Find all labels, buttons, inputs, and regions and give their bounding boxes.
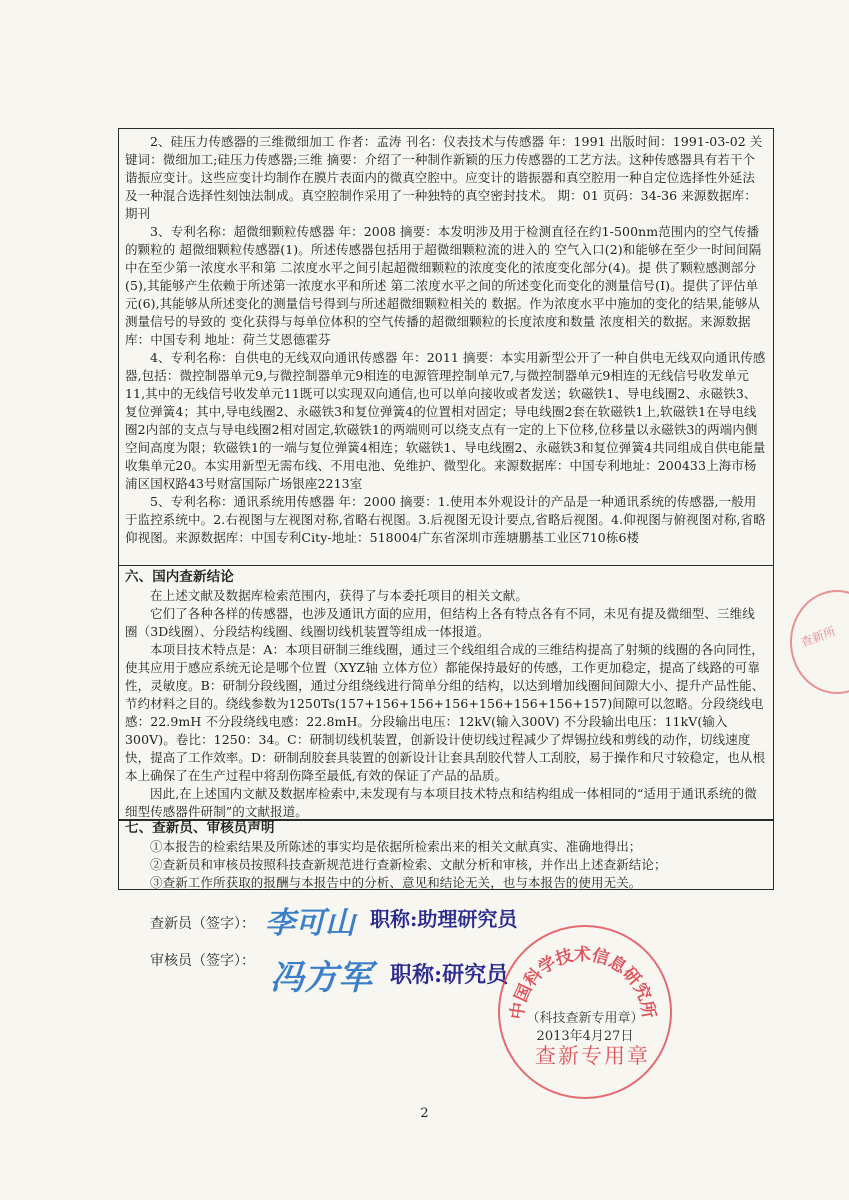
literature-item-4: 4、专利名称：自供电的无线双向通讯传感器 年：2011 摘要：本实用新型公开了一种自供电无线双向通讯传感器,包括：微控制器单元9,与微控制器单元9相连的电源管理控制单元7,与微控制器单元9相连的无线信号收发单元11,其中的无线信号收发单元11既可以实现双向通信,也可以单向接收或者发送；软磁铁1、导电线圈2、永磁铁3、复位弹簧4；其中,导电线圈2、永磁铁3和复位弹簧4的位置相对固定；导电线圈2套在软磁铁1上,软磁铁1在导电线圈2内部的支点与导电线圈2相对固定,软磁铁1的两端则可以绕支点有一定的上下位移,位移量以永磁铁3的两端内侧空间高度为限；软磁铁1的一端与复位弹簧4相连；软磁铁1、导电线圈2、永磁铁3和复位弹簧4共同组成自供电能量收集单元20。本实用新型无需布线、不用电池、免维护、微型化。来源数据库：中国专利地址：200433上海市杨浦区国权路43号财富国际广场银座2213室 (125, 350, 766, 491)
declaration-item-2: ②查新员和审核员按照科技查新规范进行查新检索、文献分析和审核，并作出上述查新结论； (150, 857, 667, 872)
literature-item-5: 5、专利名称：通讯系统用传感器 年：2000 摘要：1.使用本外观设计的产品是一种通讯系统的传感器,一般用于监控系统中。2.右视图与左视图对称,省略右视图。3.后视图无设计要点,省略后视图。4.仰视图与俯视图对称,省略仰视图。来源数据库：中国专利City-地址：518004广东省深圳市莲塘鹏基工业区710栋6楼 (125, 494, 766, 545)
declaration-item-1: ①本报告的检索结果及所陈述的事实均是依据所检索出来的相关文献真实、准确地得出； (150, 839, 642, 854)
stamp-line1: （科技查新专用章） (526, 1011, 644, 1026)
declaration-box (118, 820, 774, 890)
reviewer-signature: 冯方军 (270, 958, 372, 998)
reviewer-title: 职称:研究员 (390, 962, 509, 988)
conclusion-para-3: 本项目技术特点是：A：本项目研制三维线圈，通过三个线组组合成的三维结构提高了射频的线圈的各向同性，使其应用于感应系统无论是哪个位置（XYZ轴 立体方位）都能保持最好的传感，工作更加稳定，提高了线路的可靠性，灵敏度。B：研制分段线圈，通过分组绕线进行简单分组的结构，以达到增加线圈间间隙大小、提升产品性能、节约材料之目的。绕线参数为1250Ts(157+156+156+156+156+156+156+157)间隙可以忽略。分段绕线电感：22.9mH 不分段绕线电感：22.8mH。分段输出电压：12kV(输入300V) 不分段输出电压：11kV(输入300V)。卷比：1250：34。C：研制切线机装置，创新设计使切线过程减少了焊锡拉线和剪线的动作，切线速度快，提高了工作效率。D：研制刮胶套具装置的创新设计让套具刮胶代替人工刮胶，易于操作和尺寸较稳定，也从根本上确保了在生产过程中将刮伤降至最低,有效的保证了产品的品质。 (125, 642, 766, 783)
searcher-label: 查新员（签字）： (150, 916, 255, 932)
conclusion-para-1: 在上述文献及数据库检索范围内，获得了与本委托项目的相关文献。 (150, 588, 529, 603)
section-declaration (125, 818, 767, 892)
stamp-date: 2013年4月27日 (536, 1029, 634, 1044)
declaration-item-3: ③查新工作所获取的报酬与本报告中的分析、意见和结论无关，也与本报告的使用无关。 (150, 875, 642, 890)
conclusion-para-4: 因此,在上述国内文献及数据库检索中,未发现有与本项目技术特点和结构组成一体相同的“适用于通讯系统的微细型传感器件研制”的文献报道。 (125, 786, 757, 819)
reviewer-label: 审核员（签字）： (150, 953, 255, 969)
seal-arc-label: 中国科学技术信息研究所 (507, 944, 659, 1021)
divider-1 (119, 565, 773, 566)
page-number: 2 (420, 1106, 429, 1121)
literature-list (125, 133, 767, 547)
section-6-heading: 六、国内查新结论 (125, 569, 234, 585)
searcher-title: 职称:助理研究员 (370, 907, 518, 931)
seal-bottom-text: 查新专用章 (535, 1044, 650, 1068)
literature-item-2: 2、硅压力传感器的三维微细加工 作者：孟涛 刊名：仪表技术与传感器 年：1991 出版时间：1991-03-02 关键词：微细加工;硅压力传感器;三维 摘要：介绍了一种制作新颖的压力传感器的工艺方法。这种传感器具有若干个谐振应变计。这些应变计均制作在膜片表面内的微真空腔中。应变计的谐振器和真空腔用一种自定位选择性外延法及一种混合选择性刻蚀法制成。真空腔制作采用了一种独特的真空密封技术。 期：01 页码：34-36 来源数据库：期刊 (125, 134, 763, 221)
section-7-heading: 七、查新员、审核员声明 (125, 820, 275, 836)
conclusion-para-2: 它们了各种各样的传感器，也涉及通讯方面的应用，但结构上各有特点各有不同，未见有提及微细型、三维线圈（3D线圈）、分段结构线圈、线圈切线机装置等组成一体报道。 (125, 606, 755, 639)
literature-item-3: 3、专利名称：超微细颗粒传感器 年：2008 摘要：本发明涉及用于检测直径在约1-500nm范围内的空气传播的颗粒的 超微细颗粒传感器(1)。所述传感器包括用于超微细颗粒流的进入的 空气入口(2)和能够在至少一时间间隔中在至少第一浓度水平和第 二浓度水平之间引起超微细颗粒的浓度变化的浓度变化部分(4)。提 供了颗粒感测部分(5),其能够产生依赖于所述第一浓度水平和所述 第二浓度水平之间的所述变化而变化的测量信号(I)。提供了评估单 元(6),其能够从所述变化的测量信号得到与所述超微细颗粒相关的 数据。作为浓度水平中施加的变化的结果,能够从测量信号的导致的 变化获得与每单位体积的空气传播的超微细颗粒的长度浓度和数量 浓度相关的数据。来源数据库：中国专利 地址：荷兰艾恩德霍芬 (125, 224, 762, 347)
report-table (118, 128, 774, 821)
section-conclusion (125, 567, 767, 821)
searcher-signature: 李可山 (265, 906, 355, 941)
edge-seal-text: 查新所 (798, 624, 838, 650)
